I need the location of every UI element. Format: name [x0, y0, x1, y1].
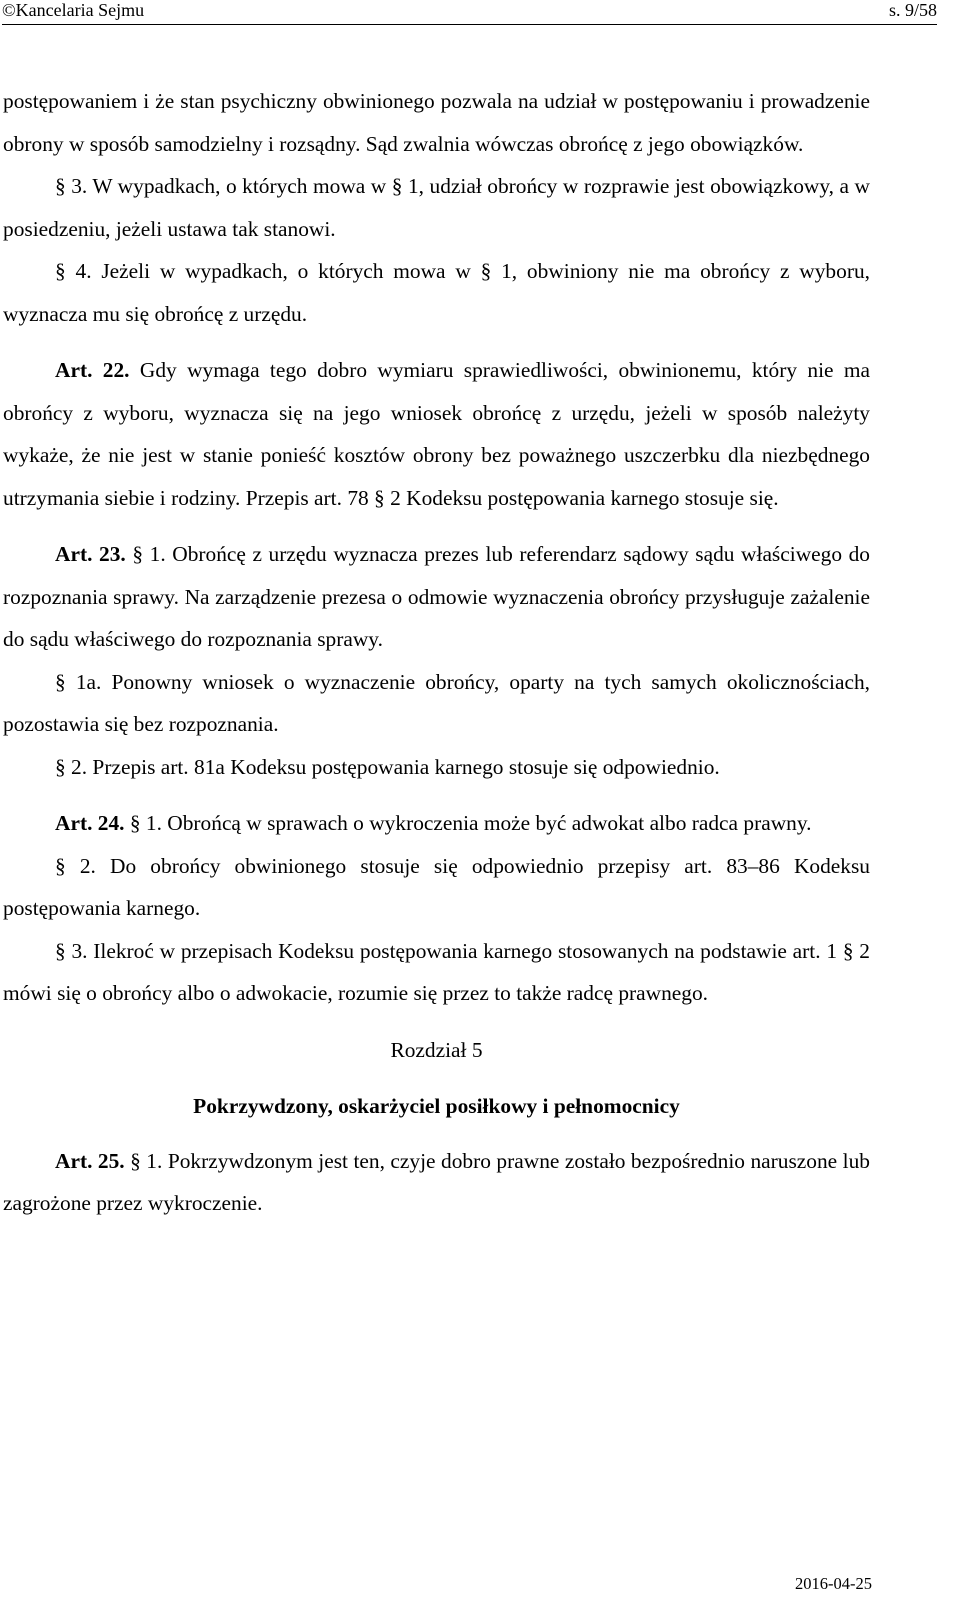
header-page-number: s. 9/58: [888, 0, 937, 20]
article-23-text: § 1. Obrońcę z urzędu wyznacza prezes lub referendarz sądowy sądu właściwego do rozpoznania sprawy. Na zarządzenie prezesa o odmowie wyznaczenia obrońcy przysługuje zażalenie do sądu właściwego do rozpoznania sprawy.: [3, 542, 871, 651]
document-body: [3, 80, 870, 1225]
footer-date: 2016-04-25: [795, 1574, 872, 1593]
paragraph-sec1a: § 1a. Ponowny wniosek o wyznaczenie obrońcy, oparty na tych samych okolicznościach, pozostawia się bez rozpoznania.: [3, 669, 870, 736]
paragraph-sec2-art23: § 2. Przepis art. 81a Kodeksu postępowania karnego stosuje się odpowiednio.: [55, 754, 720, 779]
article-23: [3, 533, 870, 661]
article-24-text: § 1. Obrońcą w sprawach o wykroczenia może być adwokat albo radca prawny.: [124, 811, 812, 835]
header-copyright: ©Kancelaria Sejmu: [2, 0, 145, 20]
article-24-number: Art. 24.: [55, 811, 125, 835]
chapter-title: Pokrzywdzony, oskarżyciel posiłkowy i pełnomocnicy: [193, 1094, 680, 1118]
paragraph-sec3: § 3. W wypadkach, o których mowa w § 1, udział obrońcy w rozprawie jest obowiązkowy, a w posiedzeniu, jeżeli ustawa tak stanowi.: [3, 174, 870, 241]
paragraph-sec3-art24: § 3. Ilekroć w przepisach Kodeksu postępowania karnego stosowanych na podstawie art. 1 § 2 mówi się o obrońcy albo o adwokacie, rozumie się przez to także radcę prawnego.: [3, 938, 870, 1005]
article-22-text: Gdy wymaga tego dobro wymiaru sprawiedliwości, obwinionemu, który nie ma obrońcy z wyboru, wyznacza się na jego wniosek obrońcę z urzędu, jeżeli w sposób należyty wykaże, że nie jest w stanie ponieść kosztów obrony bez poważnego uszczerbku dla niezbędnego utrzymania siebie i rodziny. Przepis art. 78 § 2 Kodeksu postępowania karnego stosuje się.: [3, 358, 871, 510]
article-23-number: Art. 23.: [55, 542, 126, 566]
article-22-number: Art. 22.: [55, 358, 130, 382]
article-24: [3, 802, 870, 845]
chapter-label: Rozdział 5: [390, 1037, 483, 1062]
article-25: [3, 1140, 870, 1225]
article-25-number: Art. 25.: [55, 1148, 125, 1173]
paragraph-continuation: postępowaniem i że stan psychiczny obwinionego pozwala na udział w postępowaniu i prowadzenie obrony w sposób samodzielny i rozsądny. Sąd zwalnia wówczas obrońcę z jego obowiązków.: [3, 89, 870, 156]
article-22: [3, 349, 870, 519]
paragraph-sec2-art24: § 2. Do obrońcy obwinionego stosuje się odpowiednio przepisy art. 83–86 Kodeksu postępowania karnego.: [3, 853, 870, 920]
page-header: [2, 0, 937, 25]
article-25-text: § 1. Pokrzywdzonym jest ten, czyje dobro prawne zostało bezpośrednio naruszone lub zagrożone przez wykroczenie.: [3, 1148, 870, 1215]
paragraph-sec4: § 4. Jeżeli w wypadkach, o których mowa w § 1, obwiniony nie ma obrońcy z wyboru, wyznacza mu się obrońcę z urzędu.: [3, 259, 870, 326]
